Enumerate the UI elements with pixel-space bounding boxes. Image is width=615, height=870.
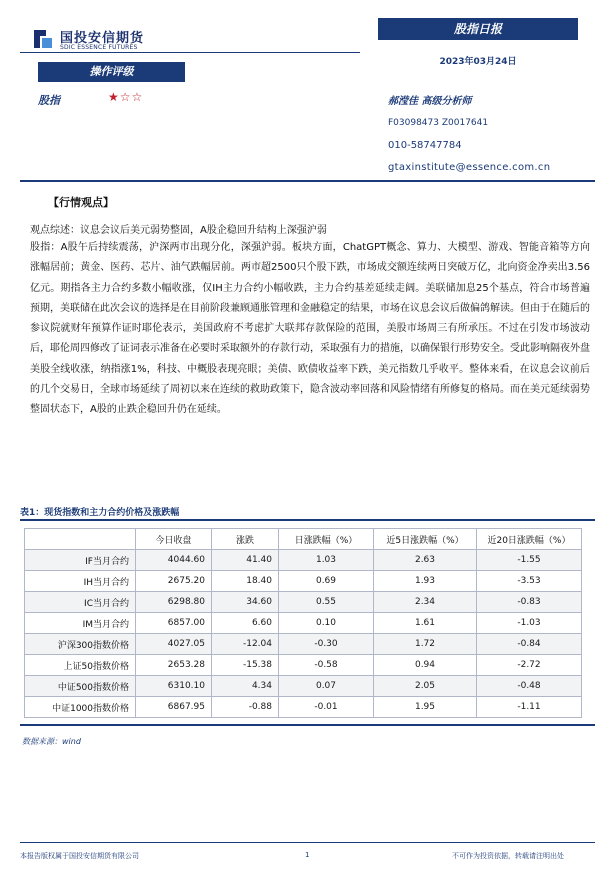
table-header-cell: 近20日涨跌幅（%）	[477, 529, 582, 550]
table-cell: 6310.10	[136, 676, 212, 697]
table-header-cell: 日涨跌幅（%）	[279, 529, 374, 550]
table-cell: 6857.00	[136, 613, 212, 634]
table-cell: 2.34	[374, 592, 477, 613]
table-cell: -0.88	[212, 697, 279, 718]
table-row	[25, 634, 582, 655]
analyst-email: gtaxinstitute@essence.com.cn	[388, 162, 551, 173]
table-cell: 0.69	[279, 571, 374, 592]
table-cell: -0.84	[477, 634, 582, 655]
footer-divider	[20, 842, 595, 843]
table-bottom-rule	[20, 724, 595, 726]
table-cell: -0.83	[477, 592, 582, 613]
table-cell: -0.58	[279, 655, 374, 676]
table-row	[25, 655, 582, 676]
row-label-cell: IC当月合约	[25, 592, 136, 613]
table-cell: -2.72	[477, 655, 582, 676]
report-type-banner: 股指日报	[378, 18, 578, 40]
data-source: 数据来源：wind	[22, 737, 81, 746]
table-cell: -3.53	[477, 571, 582, 592]
table-cell: -0.48	[477, 676, 582, 697]
table-cell: 2675.20	[136, 571, 212, 592]
table-cell: 6.60	[212, 613, 279, 634]
table-cell: 6298.80	[136, 592, 212, 613]
table-cell: 0.10	[279, 613, 374, 634]
table-header-cell: 近5日涨跌幅（%）	[374, 529, 477, 550]
table-row	[25, 676, 582, 697]
table-title: 表1：现货指数和主力合约价格及涨跌幅	[20, 508, 180, 518]
table-cell: 4044.60	[136, 550, 212, 571]
table-cell: 4027.05	[136, 634, 212, 655]
price-table	[24, 528, 582, 718]
company-name-en: SDIC ESSENCE FUTURES	[60, 44, 138, 51]
section-divider	[20, 180, 595, 182]
table-cell: -0.30	[279, 634, 374, 655]
row-label-cell: 中证1000指数价格	[25, 697, 136, 718]
table-header-cell: 今日收盘	[136, 529, 212, 550]
rating-category: 股指	[38, 94, 60, 107]
analyst-license: F03098473 Z0017641	[388, 118, 489, 128]
table-cell: -1.55	[477, 550, 582, 571]
table-cell: -15.38	[212, 655, 279, 676]
table-cell: 2.05	[374, 676, 477, 697]
table-row	[25, 613, 582, 634]
company-name: 国投安信期货	[60, 31, 145, 46]
table-cell: 2653.28	[136, 655, 212, 676]
table-cell: 4.34	[212, 676, 279, 697]
table-cell: 41.40	[212, 550, 279, 571]
page-number: 1	[305, 851, 310, 859]
footer-disclaimer: 不可作为投资依据，转载请注明出处	[452, 852, 564, 860]
rating-banner: 操作评级	[38, 62, 185, 82]
row-label-cell: 上证50指数价格	[25, 655, 136, 676]
table-cell: -1.11	[477, 697, 582, 718]
rating-stars	[108, 90, 143, 104]
table-header-cell	[25, 529, 136, 550]
star-full-icon: ★	[108, 90, 120, 104]
table-row	[25, 697, 582, 718]
report-date: 2023年03月24日	[439, 57, 517, 67]
footer-copyright: 本报告版权属于国投安信期货有限公司	[20, 852, 139, 860]
table-cell: 1.93	[374, 571, 477, 592]
company-logo-icon	[32, 28, 54, 50]
summary-line: 观点综述：议息会议后美元弱势整固，A股企稳回升结构上深强沪弱	[30, 225, 327, 236]
table-cell: 6867.95	[136, 697, 212, 718]
table-cell: 0.07	[279, 676, 374, 697]
table-cell: -12.04	[212, 634, 279, 655]
table-cell: 0.55	[279, 592, 374, 613]
row-label-cell: IF当月合约	[25, 550, 136, 571]
row-label-cell: IM当月合约	[25, 613, 136, 634]
table-cell: 1.95	[374, 697, 477, 718]
table-header-cell: 涨跌	[212, 529, 279, 550]
table-cell: 1.61	[374, 613, 477, 634]
table-top-rule	[20, 519, 595, 521]
table-cell: 1.72	[374, 634, 477, 655]
table-cell: 18.40	[212, 571, 279, 592]
table-cell: 0.94	[374, 655, 477, 676]
table-cell: -1.03	[477, 613, 582, 634]
table-row	[25, 550, 582, 571]
analyst-phone: 010-58747784	[388, 140, 462, 151]
table-cell: 2.63	[374, 550, 477, 571]
table-cell: 34.60	[212, 592, 279, 613]
analyst-name: 郝滢佳 高级分析师	[388, 96, 472, 107]
star-empty-icon: ☆☆	[119, 90, 144, 104]
table-header-row	[25, 529, 582, 550]
table-row	[25, 571, 582, 592]
row-label-cell: 中证500指数价格	[25, 676, 136, 697]
market-commentary: 股指：A股午后持续震荡，沪深两市出现分化，深强沪弱。板块方面，ChatGPT概念、算力、大模型、游戏、智能音箱等方向涨幅居前；黄金、医药、芯片、油气跌幅居前。两市超2500只个股下跌，市场成交额连续两日突破万亿，北向资金净卖出3.56亿元。期指各主力合约多数小幅收涨，仅IH主力合约小幅收跌，主力合约基差延续走阔。美联储加息25个基点，符合市场普遍预期，美联储在此次会议的选择是在目前阶段兼顾通胀管理和金融稳定的结果，市场在议息会议后做偏鸽解读。但由于在随后的参议院就财年预算作证时耶伦表示，美国政府不考虑扩大联邦存款保险的范围，美股市场周三有所承压。不过在引发市场波动后，耶伦周四修改了证词表示准备在必要时采取额外的存款行动，采取强有力的措施，以确保银行形势安全。受此影响隔夜外盘美股全线收涨，纳指涨1%，科技、中概股表现亮眼；美债、欧债收益率下跌，美元指数几乎收平。整体来看，在议息会议前后的几个交易日，全球市场延续了周初以来在连续的救助政策下，隐含波动率回落和风险情绪有所修复的格局。而在美元延续弱势整固状态下，A股的止跌企稳回升仍在延续。	[30, 242, 590, 416]
table-cell: 1.03	[279, 550, 374, 571]
header-divider	[20, 52, 360, 53]
table-row	[25, 592, 582, 613]
row-label-cell: 沪深300指数价格	[25, 634, 136, 655]
row-label-cell: IH当月合约	[25, 571, 136, 592]
section-title: 【行情观点】	[48, 196, 114, 209]
table-cell: -0.01	[279, 697, 374, 718]
